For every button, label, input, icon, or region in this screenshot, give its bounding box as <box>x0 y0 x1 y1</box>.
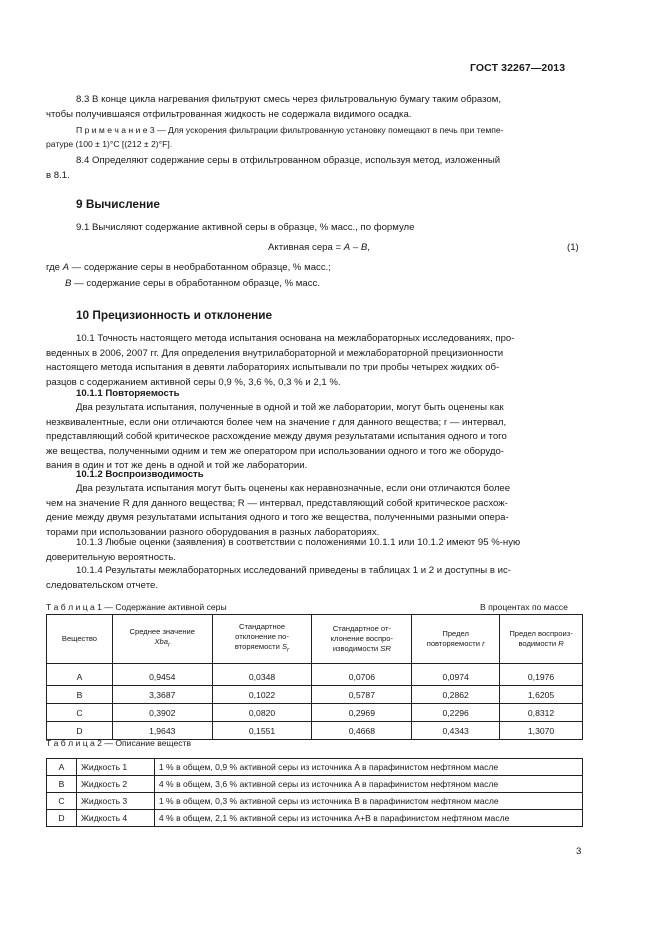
paragraph-8-4 <box>46 154 583 183</box>
table-row: B 3,3687 0,1022 0,5787 0,2862 1,6205 <box>47 686 583 704</box>
table-1-header-substance: Вещество <box>47 615 113 664</box>
paragraph-10-1: 10.1 Точность настоящего метода испытания основана на межлабораторных исследованиях, про- веденных в 2006, 2007 гг. Для определения внутрилабораторной и межлабораторной прецизионности настоящего метода испытания в девяти лабораториях испытывали по три пробы четырех жидких об- разцов с содержанием активной серы 0,9 %, 3,6 %, 0,3 % и 2,1 %. <box>46 333 515 388</box>
paragraph-9-1: 9.1 Вычисляют содержание активной серы в образце, % масс., по формуле <box>76 222 415 233</box>
heading-10-1-1: 10.1.1 Повторяемость <box>76 388 180 399</box>
table-2-caption: Т а б л и ц а 2 — Описание веществ <box>46 738 192 748</box>
note-text-line1: 3 — Для ускорения фильтрации фильтрованную установку помещают в печь при темпе- <box>147 125 504 135</box>
note-text-line2: ратуре (100 ± 1)°С [(212 ± 2)°F]. <box>46 138 173 149</box>
table-1-header-row <box>47 615 583 664</box>
paragraph-8-3-line1: 8.3 В конце цикла нагревания фильтруют смесь через фильтровальную бумагу таким образом, <box>76 94 502 105</box>
note-3 <box>46 124 583 151</box>
page-number: 3 <box>576 846 582 857</box>
heading-10-1-2: 10.1.2 Воспроизводимость <box>76 469 204 480</box>
where-a: где A — содержание серы в необработанном образце, % масс.; <box>46 262 331 273</box>
formula-var-b: B <box>360 242 368 253</box>
table-1-caption: Т а б л и ц а 1 — Содержание активной серы <box>46 602 227 612</box>
paragraph-10-1-3: 10.1.3 Любые оценки (заявления) в соответствии с положениями 10.1.1 или 10.1.2 имеют 95 %-ную доверительную вероятность. <box>46 537 521 563</box>
table-row: C Жидкость 3 1 % в общем, 0,3 % активной серы из источника B в парафинистом нефтяном масле <box>47 793 583 810</box>
document-code: ГОСТ 32267—2013 <box>470 62 566 74</box>
paragraph-8-3-line2: чтобы получившаяся отфильтрованная жидкость не содержала видимого осадка. <box>46 108 412 120</box>
table-1 <box>46 614 583 740</box>
table-row: A Жидкость 1 1 % в общем, 0,9 % активной серы из источника A в парафинистом нефтяном масле <box>47 759 583 776</box>
paragraph-8-4-line2: в 8.1. <box>46 169 70 181</box>
paragraph-10-1-2: Два результата испытания могут быть оценены как неравнозначные, если они отличаются более чем на значение R для данного вещества; R — интервал, представляющий собой критическое расхож- дение между двумя результатами испытания одного и того же вещества, полученными разными опера- торами при использовании разного оборудования в разных лабораториях. <box>46 483 511 538</box>
table-row: D Жидкость 4 4 % в общем, 2,1 % активной серы из источника A+B в парафинистом нефтяном масле <box>47 810 583 827</box>
note-label: П р и м е ч а н и е <box>76 125 148 135</box>
section-9-title: 9 Вычисление <box>76 197 160 211</box>
paragraph-8-4-line1: 8.4 Определяют содержание серы в отфильтрованном образце, используя метод, изложенный <box>76 155 501 166</box>
table-1-header-mean: Среднее значение Xba$_r$ <box>112 615 212 664</box>
formula-number: (1) <box>567 242 579 253</box>
section-10-title: 10 Прецизионность и отклонение <box>76 308 273 322</box>
table-row: C 0,3902 0,0820 0,2969 0,2296 0,8312 <box>47 704 583 722</box>
table-row: A 0,9454 0,0348 0,0706 0,0974 0,1976 <box>47 664 583 686</box>
table-1-units: В процентах по массе <box>480 602 568 612</box>
paragraph-10-1-1: Два результата испытания, полученные в одной и той же лаборатории, могут быть оценены как незквивалентные, если они отличаются более чем на значение r для данного вещества; r — интервал, представляющий собой критическое расхождение между двумя результатами испытания одного и того же вещества, полученными одним и тем же оператором при использовании одного и того же оборудо- вания в один и тот же день в одной и той же лаборатории. <box>46 402 507 472</box>
table-2 <box>46 758 583 827</box>
table-row: D 1,9643 0,1551 0,4668 0,4343 1,3070 <box>47 722 583 740</box>
paragraph-10-1-4: 10.1.4 Результаты межлабораторных исследований приведены в таблицах 1 и 2 и доступны в ис- следовательском отчете. <box>46 565 511 591</box>
table-1-header-sr: Стандартное отклонение по- вторяемости $S_r$ <box>212 615 312 664</box>
paragraph-8-3 <box>46 93 583 122</box>
where-b: B — содержание серы в обработанном образце, % масс. <box>65 278 321 289</box>
table-1-header-sR: Стандартное от- клонение воспро- изводимости SR <box>312 615 412 664</box>
formula-var-a: A <box>343 242 351 253</box>
table-row: B Жидкость 2 4 % в общем, 3,6 % активной серы из источника A в парафинистом нефтяном масле <box>47 776 583 793</box>
table-1-header-R: Предел воспроиз- водимости R <box>500 615 583 664</box>
formula: Активная сера = A – B, <box>268 242 370 253</box>
table-1-header-r: Предел повторяемости r <box>412 615 500 664</box>
